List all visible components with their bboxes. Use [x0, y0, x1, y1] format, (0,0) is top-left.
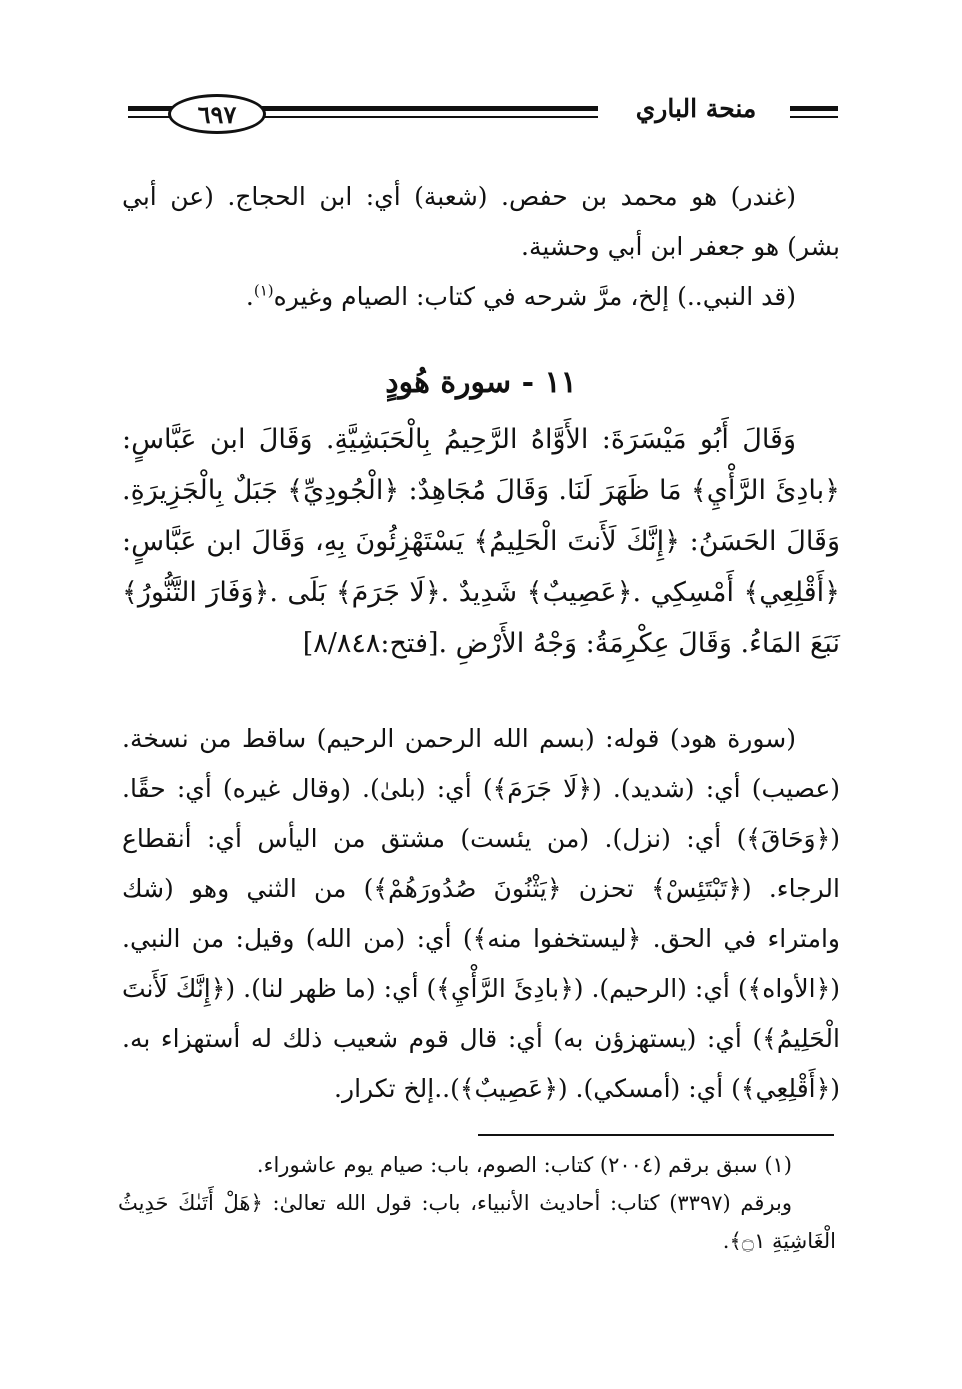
intro-line-text: (قد النبي..) إلخ، مرَّ شرحه في كتاب: الصيام وغيره	[273, 282, 796, 311]
intro-line-end: .	[245, 282, 254, 311]
intro-line-note	[122, 272, 840, 322]
hadith-text	[122, 414, 840, 669]
intro-paragraph	[122, 172, 840, 322]
intro-line: (غندر) هو محمد بن حفص. (شعبة) أي: ابن الحجاج. (عن أبي بشر) هو جعفر ابن أبي وحشية.	[122, 182, 840, 261]
hadith-paragraph: وَقَالَ أَبُو مَيْسَرَةَ: الأَوَّاهُ الرَّحِيمُ بِالْحَبَشِيَّةِ. وَقَالَ ابن عَبَّاسٍ: ﴿بادِئَ الرَّأْيِ﴾ مَا ظَهَرَ لَنَا. وَقَالَ مُجَاهِدٌ: ﴿الْجُودِيِّ﴾ جَبَلٌ بِالْجَزِيرَةِ. وَقَالَ الحَسَنُ: ﴿إِنَّكَ لَأَنتَ الْحَلِيمُ﴾ يَسْتَهْزِئُونَ بِهِ، وَقَالَ ابن عَبَّاسٍ: ﴿أَقْلِعِي﴾ أَمْسِكِي .﴿عَصِيبٌ﴾ شَدِيدٌ .﴿لَا جَرَمَ﴾ بَلَى .﴿وَفَارَ التَّنُّورُ﴾ نَبَعَ المَاءُ. وَقَالَ عِكْرِمَةُ: وَجْهُ الأَرْضِ .[فتح:٨/٨٤٨]	[122, 424, 840, 659]
footnote-1-line-2: وبرقم (٣٣٩٧) كتاب: أحاديث الأنبياء، باب: قول الله تعالىٰ: ﴿هَلْ أَتَىٰكَ حَدِيثُ الْغَاشِيَةِ ۝١﴾.	[118, 1191, 836, 1253]
footnote-ref: (١)	[253, 281, 274, 300]
footnote-divider	[478, 1134, 834, 1136]
footnotes	[118, 1146, 836, 1260]
header-rule-right	[790, 106, 838, 118]
section-heading: ١١ - سورة هُودٍ	[385, 365, 577, 400]
book-title: منحة الباري	[635, 94, 757, 123]
page-number: ٦٩٧	[168, 94, 266, 134]
commentary-paragraph	[122, 714, 840, 1114]
footnote-1-line-1: (١) سبق برقم (٢٠٠٤) كتاب: الصوم، باب: صيام يوم عاشوراء.	[256, 1153, 792, 1177]
page-header	[128, 92, 838, 142]
commentary-text: (سورة هود) قوله: (بسم الله الرحمن الرحيم) ساقط من نسخة. (عصيب) أي: (شديد). (﴿لَا جَرَمَ﴾) أي: (بلىٰ). (وقال غيره) أي: حقًا. (﴿وَحَاقَ﴾) أي: (نزل). (من يئست) مشتق من اليأس أي: أنقطاع الرجاء. (﴿تَبْتَئِسْ﴾ تحزن ﴿يَثْنُونَ صُدُورَهُمْ﴾) من الثني وهو (شك وامتراء في الحق. ﴿ليستخفوا منه﴾) أي: (من الله) وقيل: من النبي. (﴿الأواه﴾) أي: (الرحيم). (﴿بادِئَ الرَّأْيِ﴾) أي: (ما ظهر لنا). (﴿إِنَّكَ لَأَنتَ الْحَلِيمُ﴾) أي: (يستهزؤن به) أي: قال قوم شعيب ذلك له أستهزاء به. (﴿أَقْلِعِي﴾) أي: (أمسكي). (﴿عَصِيبٌ﴾)..إلخ تكرار.	[122, 724, 840, 1103]
